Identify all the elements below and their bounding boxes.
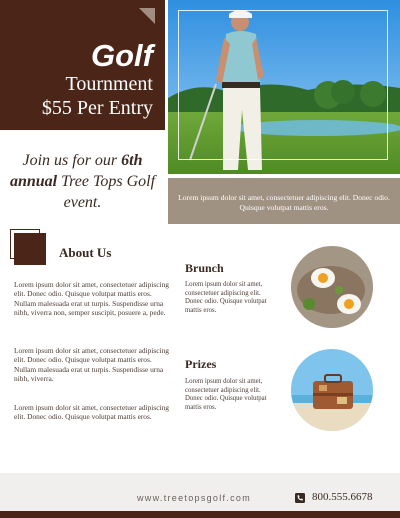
intro-part1: Join us for our [22, 152, 122, 169]
prizes-text: Lorem ipsum dolor sit amet, consectetuer adipiscing elit. Donec odio. Quisque volutpat mattis eros. [185, 378, 267, 411]
brunch-image [291, 246, 373, 328]
about-paragraph-3: Lorem ipsum dolor sit amet, consectetuer adipiscing elit. Donec odio. Quisque volutpat mattis eros. [14, 403, 169, 422]
golfer-photo [168, 0, 400, 174]
photo-frame-border [178, 10, 388, 160]
intro-part2: Tree Tops Golf event. [57, 173, 156, 211]
website-link[interactable]: www.treetopsgolf.com [137, 493, 252, 503]
brunch-text: Lorem ipsum dolor sit amet, consectetuer adipiscing elit. Donec odio. Quisque volutpat mattis eros. [185, 281, 267, 314]
about-square [14, 233, 46, 265]
bottom-bar [0, 511, 400, 518]
header-block [0, 0, 165, 130]
event-subtitle: Tournment [65, 73, 153, 95]
about-title: About Us [59, 245, 112, 260]
intro-ordinal: 6th [121, 152, 143, 169]
event-title: Golf [91, 38, 153, 73]
banner-text: Lorem ipsum dolor sit amet, consectetuer adipiscing elit. Donec odio. Quisque volutpat mattis eros. [178, 193, 390, 212]
intro-text [0, 150, 165, 213]
corner-triangle-decoration [139, 8, 155, 24]
about-paragraph-2: Lorem ipsum dolor sit amet, consectetuer adipiscing elit. Donec odio. Quisque volutpat mattis eros. Nullam malesuada erat ut turpis. Suspendisse urna nibh, viverra. [14, 346, 169, 383]
prizes-title: Prizes [185, 357, 217, 371]
footer [0, 473, 400, 511]
phone-number[interactable]: 800.555.6678 [312, 491, 373, 503]
banner-box [168, 178, 400, 224]
entry-price: $55 Per Entry [41, 97, 153, 119]
intro-annual: annual [9, 173, 58, 190]
about-paragraph-1: Lorem ipsum dolor sit amet, consectetuer adipiscing elit. Donec odio. Quisque volutpat mattis eros. Nullam malesuada erat ut turpis. Suspendisse urna nibh, viverra non, semper suscipit, posuere a, pede. [14, 280, 169, 317]
brunch-title: Brunch [185, 261, 224, 275]
prizes-image [291, 349, 373, 431]
phone-icon [295, 493, 305, 503]
